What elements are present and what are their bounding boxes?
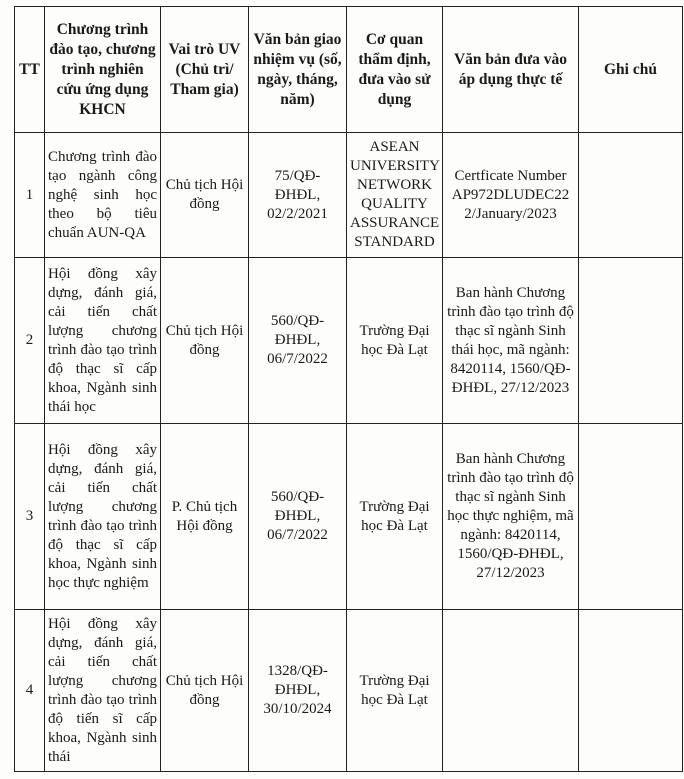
row-program: Chương trình đào tạo ngành công nghệ sinh học theo bộ tiêu chuẩn AUN-QA bbox=[45, 133, 161, 258]
row-note bbox=[579, 133, 683, 258]
header-apply-doc: Văn bản đưa vào áp dụng thực tế bbox=[443, 7, 579, 133]
row-role: Chủ tịch Hội đồng bbox=[161, 258, 249, 424]
row-agency: Trường Đại học Đà Lạt bbox=[347, 610, 443, 772]
row-tt: 2 bbox=[15, 258, 45, 424]
row-program: Hội đồng xây dựng, đánh giá, cải tiến chất lượng chương trình đào tạo trình độ thạc sĩ cấp khoa, Ngành sinh thái học bbox=[45, 258, 161, 424]
row-role: Chủ tịch Hội đồng bbox=[161, 133, 249, 258]
row-apply-doc: Ban hành Chương trình đào tạo trình độ thạc sĩ ngành Sinh học thực nghiệm, mã ngành: 8420114, 1560/QĐ-ĐHĐL, 27/12/2023 bbox=[443, 424, 579, 610]
row-assign-doc: 1328/QĐ-ĐHĐL, 30/10/2024 bbox=[249, 610, 347, 772]
row-apply-doc bbox=[443, 610, 579, 772]
row-program: Hội đồng xây dựng, đánh giá, cải tiến chất lượng chương trình đào tạo trình độ thạc sĩ cấp khoa, Ngành sinh học thực nghiệm bbox=[45, 424, 161, 610]
row-tt: 3 bbox=[15, 424, 45, 610]
table-header-row bbox=[15, 7, 683, 133]
row-assign-doc: 75/QĐ-ĐHĐL, 02/2/2021 bbox=[249, 133, 347, 258]
row-note bbox=[579, 258, 683, 424]
row-agency: Trường Đại học Đà Lạt bbox=[347, 424, 443, 610]
header-role: Vai trò UV (Chủ trì/ Tham gia) bbox=[161, 7, 249, 133]
assignment-table bbox=[14, 6, 683, 772]
table-row bbox=[15, 133, 683, 258]
header-program: Chương trình đào tạo, chương trình nghiên cứu ứng dụng KHCN bbox=[45, 7, 161, 133]
row-agency: Trường Đại học Đà Lạt bbox=[347, 258, 443, 424]
header-tt: TT bbox=[15, 7, 45, 133]
table-row bbox=[15, 610, 683, 772]
row-note bbox=[579, 424, 683, 610]
row-note bbox=[579, 610, 683, 772]
row-assign-doc: 560/QĐ-ĐHĐL, 06/7/2022 bbox=[249, 424, 347, 610]
row-agency: ASEAN UNIVERSITY NETWORK QUALITY ASSURANCE STANDARD bbox=[347, 133, 443, 258]
row-apply-doc: Certficate Number AP972DLUDEC22 2/January/2023 bbox=[443, 133, 579, 258]
header-agency: Cơ quan thẩm định, đưa vào sử dụng bbox=[347, 7, 443, 133]
row-program: Hội đồng xây dựng, đánh giá, cải tiến chất lượng chương trình đào tạo trình độ tiến sĩ cấp khoa, Ngành sinh thái bbox=[45, 610, 161, 772]
row-role: Chủ tịch Hội đồng bbox=[161, 610, 249, 772]
table-row bbox=[15, 424, 683, 610]
row-tt: 4 bbox=[15, 610, 45, 772]
header-note: Ghi chú bbox=[579, 7, 683, 133]
row-apply-doc: Ban hành Chương trình đào tạo trình độ thạc sĩ ngành Sinh thái học, mã ngành: 8420114, 1560/QĐ-ĐHĐL, 27/12/2023 bbox=[443, 258, 579, 424]
header-assign-doc: Văn bản giao nhiệm vụ (số, ngày, tháng, năm) bbox=[249, 7, 347, 133]
table-row bbox=[15, 258, 683, 424]
row-tt: 1 bbox=[15, 133, 45, 258]
row-role: P. Chủ tịch Hội đồng bbox=[161, 424, 249, 610]
row-assign-doc: 560/QĐ-ĐHĐL, 06/7/2022 bbox=[249, 258, 347, 424]
